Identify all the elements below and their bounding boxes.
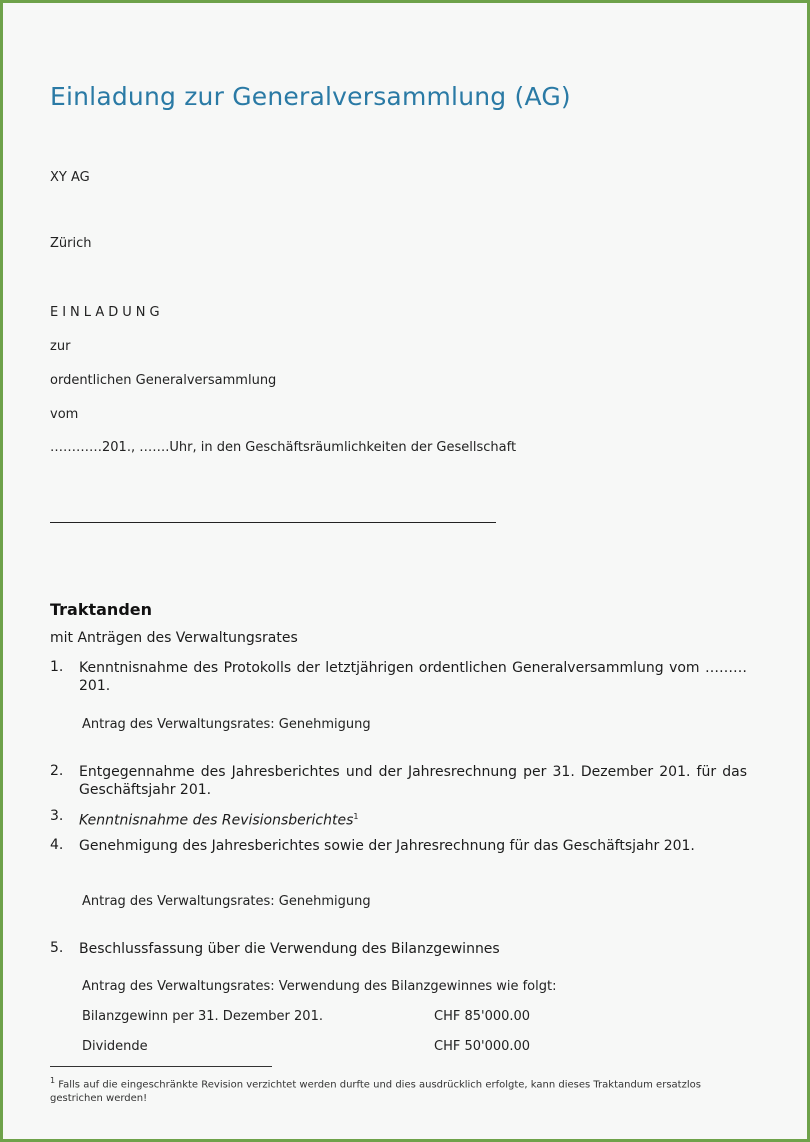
- footnote-mark: 1: [50, 1076, 56, 1085]
- item-2-number: 2.: [50, 763, 64, 779]
- item-4-number: 4.: [50, 837, 64, 853]
- traktanden-heading: Traktanden: [50, 600, 153, 619]
- company-name: XY AG: [50, 170, 90, 185]
- invitation-when: …………201., …….Uhr, in den Geschäftsräumlichkeiten der Gesellschaft: [50, 440, 517, 455]
- item-1-number: 1.: [50, 659, 64, 675]
- document-title: Einladung zur Generalversammlung (AG): [50, 82, 571, 111]
- invitation-type: ordentlichen Generalversammlung: [50, 373, 277, 388]
- invitation-zur: zur: [50, 339, 71, 354]
- traktanden-subheading: mit Anträgen des Verwaltungsrates: [50, 630, 298, 646]
- divider-line: [50, 522, 496, 523]
- item-5-antrag: Antrag des Verwaltungsrates: Verwendung des Bilanzgewinnes wie folgt:: [82, 979, 557, 994]
- item-5-number: 5.: [50, 940, 64, 956]
- item-3-footnote-mark: 1: [353, 812, 359, 821]
- invitation-word: EINLADUNG: [50, 305, 164, 320]
- footnote-divider: [50, 1066, 272, 1067]
- item-3-number: 3.: [50, 808, 64, 824]
- city: Zürich: [50, 236, 92, 251]
- table-row-2-value: CHF 50'000.00: [434, 1039, 531, 1054]
- item-5-text: Beschlussfassung über die Verwendung des Bilanzgewinnes: [79, 941, 500, 957]
- footnote-text: Falls auf die eingeschränkte Revision verzichtet werden durfte und dies ausdrücklich erfolgte, kann dieses Traktandum ersatzlos gestrichen werden!: [50, 1079, 701, 1105]
- item-3-line: [79, 808, 747, 830]
- item-3-text: Kenntnisnahme des Revisionsberichtes: [79, 812, 354, 829]
- item-2-text: Entgegennahme des Jahresberichtes und der Jahresrechnung per 31. Dezember 201. für das Geschäftsjahr 201.: [79, 764, 747, 798]
- table-row-1-label: Bilanzgewinn per 31. Dezember 201.: [82, 1009, 323, 1024]
- item-4-text: Genehmigung des Jahresberichtes sowie der Jahresrechnung für das Geschäftsjahr 201.: [79, 838, 695, 854]
- table-row-1-value: CHF 85'000.00: [434, 1009, 531, 1024]
- item-4-antrag: Antrag des Verwaltungsrates: Genehmigung: [82, 894, 371, 909]
- item-1-antrag: Antrag des Verwaltungsrates: Genehmigung: [82, 717, 371, 732]
- invitation-vom: vom: [50, 407, 79, 422]
- item-1-text: Kenntnisnahme des Protokolls der letztjährigen ordentlichen Generalversammlung vom ………201.: [79, 660, 747, 694]
- footnote: [50, 1074, 750, 1106]
- table-row-2-label: Dividende: [82, 1039, 148, 1054]
